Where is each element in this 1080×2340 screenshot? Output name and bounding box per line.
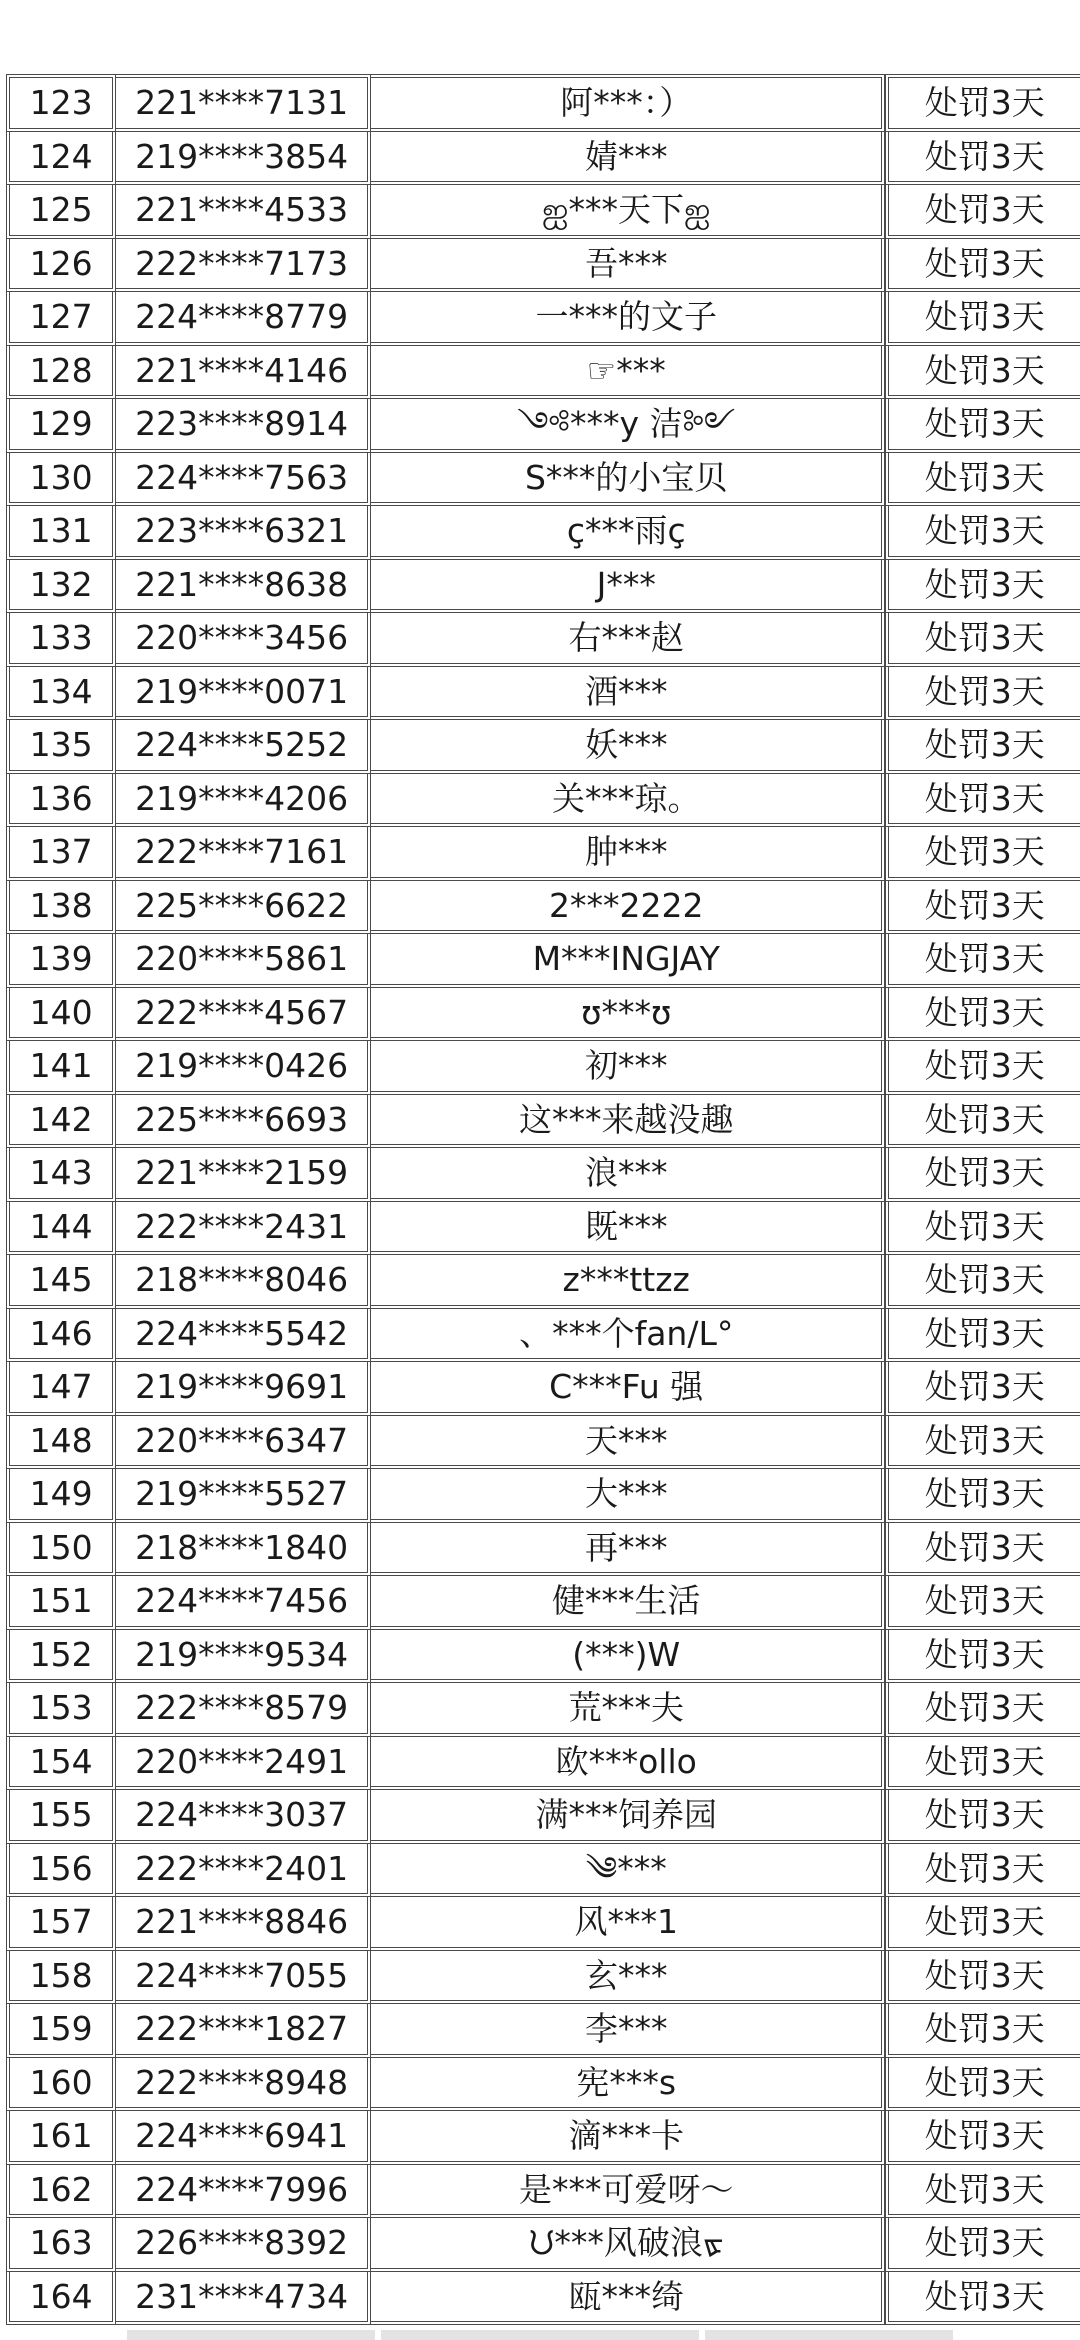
row-index-cell: 123	[6, 74, 116, 132]
table-row	[6, 292, 1080, 346]
user-id-cell: 219****5527	[116, 1469, 371, 1523]
nickname-cell: 婧***	[371, 132, 885, 186]
row-index-cell: 142	[6, 1095, 116, 1149]
penalty-cell: 处罚3天	[885, 74, 1080, 132]
penalty-cell: 处罚3天	[885, 613, 1080, 667]
nickname-cell: 李***	[371, 2004, 885, 2058]
penalty-cell: 处罚3天	[885, 1951, 1080, 2005]
user-id-cell: 224****7456	[116, 1576, 371, 1630]
table-row	[6, 1041, 1080, 1095]
nickname-cell: 吾***	[371, 239, 885, 293]
nickname-cell: 健***生活	[371, 1576, 885, 1630]
user-id-cell: 222****8948	[116, 2058, 371, 2112]
penalty-cell: 处罚3天	[885, 453, 1080, 507]
table-row	[6, 346, 1080, 400]
nickname-cell: ʊ***ʊ	[371, 988, 885, 1042]
nickname-cell: S***的小宝贝	[371, 453, 885, 507]
user-id-cell: 221****8846	[116, 1897, 371, 1951]
row-index-cell: 150	[6, 1523, 116, 1577]
penalty-table-body	[6, 74, 1080, 2325]
table-row	[6, 1095, 1080, 1149]
nickname-cell: (***)W	[371, 1630, 885, 1684]
bottom-scroll-area	[0, 2330, 1080, 2340]
nickname-cell: 初***	[371, 1041, 885, 1095]
row-index-cell: 162	[6, 2165, 116, 2219]
row-index-cell: 152	[6, 1630, 116, 1684]
table-row	[6, 560, 1080, 614]
table-row	[6, 1416, 1080, 1470]
penalty-cell: 处罚3天	[885, 1041, 1080, 1095]
user-id-cell: 224****3037	[116, 1790, 371, 1844]
nickname-cell: 是***可爱呀～	[371, 2165, 885, 2219]
table-row	[6, 1469, 1080, 1523]
nickname-cell: ☞***	[371, 346, 885, 400]
table-row	[6, 1790, 1080, 1844]
penalty-cell: 处罚3天	[885, 2058, 1080, 2112]
penalty-cell: 处罚3天	[885, 1362, 1080, 1416]
user-id-cell: 224****7996	[116, 2165, 371, 2219]
nickname-cell: 右***赵	[371, 613, 885, 667]
nickname-cell: 浪***	[371, 1148, 885, 1202]
nickname-cell: 风***1	[371, 1897, 885, 1951]
penalty-cell: 处罚3天	[885, 1255, 1080, 1309]
table-row	[6, 74, 1080, 132]
user-id-cell: 223****8914	[116, 399, 371, 453]
footer-bar	[705, 2330, 953, 2340]
user-id-cell: 224****5252	[116, 720, 371, 774]
table-row	[6, 1737, 1080, 1791]
user-id-cell: 222****1827	[116, 2004, 371, 2058]
nickname-cell: 荒***夫	[371, 1683, 885, 1737]
row-index-cell: 157	[6, 1897, 116, 1951]
penalty-cell: 处罚3天	[885, 1469, 1080, 1523]
user-id-cell: 219****3854	[116, 132, 371, 186]
table-row	[6, 1897, 1080, 1951]
row-index-cell: 155	[6, 1790, 116, 1844]
table-row	[6, 1362, 1080, 1416]
penalty-cell: 处罚3天	[885, 667, 1080, 721]
table-row	[6, 774, 1080, 828]
table-row	[6, 1683, 1080, 1737]
row-index-cell: 161	[6, 2111, 116, 2165]
penalty-cell: 处罚3天	[885, 2165, 1080, 2219]
nickname-cell: 妖***	[371, 720, 885, 774]
user-id-cell: 219****9691	[116, 1362, 371, 1416]
nickname-cell: 既***	[371, 1202, 885, 1256]
penalty-cell: 处罚3天	[885, 1790, 1080, 1844]
table-row	[6, 506, 1080, 560]
row-index-cell: 134	[6, 667, 116, 721]
row-index-cell: 138	[6, 881, 116, 935]
user-id-cell: 221****8638	[116, 560, 371, 614]
user-id-cell: 220****3456	[116, 613, 371, 667]
user-id-cell: 222****7161	[116, 827, 371, 881]
row-index-cell: 154	[6, 1737, 116, 1791]
table-row	[6, 1523, 1080, 1577]
penalty-cell: 处罚3天	[885, 1148, 1080, 1202]
penalty-cell: 处罚3天	[885, 239, 1080, 293]
table-row	[6, 2218, 1080, 2272]
penalty-cell: 处罚3天	[885, 1523, 1080, 1577]
user-id-cell: 218****1840	[116, 1523, 371, 1577]
nickname-cell: 天***	[371, 1416, 885, 1470]
row-index-cell: 164	[6, 2272, 116, 2326]
row-index-cell: 125	[6, 185, 116, 239]
nickname-cell: 满***饲养园	[371, 1790, 885, 1844]
user-id-cell: 224****5542	[116, 1309, 371, 1363]
penalty-cell: 处罚3天	[885, 1683, 1080, 1737]
user-id-cell: 221****4533	[116, 185, 371, 239]
user-id-cell: 221****4146	[116, 346, 371, 400]
table-row	[6, 1844, 1080, 1898]
row-index-cell: 135	[6, 720, 116, 774]
row-index-cell: 143	[6, 1148, 116, 1202]
table-row	[6, 881, 1080, 935]
user-id-cell: 219****9534	[116, 1630, 371, 1684]
row-index-cell: 129	[6, 399, 116, 453]
table-row	[6, 399, 1080, 453]
row-index-cell: 131	[6, 506, 116, 560]
user-id-cell: 224****6941	[116, 2111, 371, 2165]
nickname-cell: 再***	[371, 1523, 885, 1577]
penalty-cell: 处罚3天	[885, 346, 1080, 400]
nickname-cell: 玄***	[371, 1951, 885, 2005]
user-id-cell: 220****2491	[116, 1737, 371, 1791]
table-row	[6, 453, 1080, 507]
row-index-cell: 146	[6, 1309, 116, 1363]
penalty-cell: 处罚3天	[885, 292, 1080, 346]
table-row	[6, 1309, 1080, 1363]
row-index-cell: 159	[6, 2004, 116, 2058]
penalty-cell: 处罚3天	[885, 720, 1080, 774]
table-row	[6, 827, 1080, 881]
table-row	[6, 2004, 1080, 2058]
table-row	[6, 132, 1080, 186]
penalty-cell: 处罚3天	[885, 2272, 1080, 2326]
user-id-cell: 218****8046	[116, 1255, 371, 1309]
nickname-cell: ༺***y 洁༻	[371, 399, 885, 453]
table-row	[6, 239, 1080, 293]
penalty-cell: 处罚3天	[885, 132, 1080, 186]
nickname-cell: ஐ***天下ஐ	[371, 185, 885, 239]
user-id-cell: 222****2401	[116, 1844, 371, 1898]
table-row	[6, 1202, 1080, 1256]
table-row	[6, 2111, 1080, 2165]
row-index-cell: 139	[6, 934, 116, 988]
nickname-cell: 肿***	[371, 827, 885, 881]
penalty-cell: 处罚3天	[885, 1309, 1080, 1363]
row-index-cell: 151	[6, 1576, 116, 1630]
nickname-cell: ç***雨ç	[371, 506, 885, 560]
penalty-cell: 处罚3天	[885, 2004, 1080, 2058]
table-row	[6, 185, 1080, 239]
penalty-cell: 处罚3天	[885, 1737, 1080, 1791]
user-id-cell: 231****4734	[116, 2272, 371, 2326]
user-id-cell: 220****5861	[116, 934, 371, 988]
user-id-cell: 222****4567	[116, 988, 371, 1042]
user-id-cell: 219****4206	[116, 774, 371, 828]
row-index-cell: 133	[6, 613, 116, 667]
nickname-cell: 关***琼。	[371, 774, 885, 828]
row-index-cell: 141	[6, 1041, 116, 1095]
penalty-cell: 处罚3天	[885, 988, 1080, 1042]
row-index-cell: 130	[6, 453, 116, 507]
penalty-cell: 处罚3天	[885, 2111, 1080, 2165]
table-row	[6, 1951, 1080, 2005]
row-index-cell: 132	[6, 560, 116, 614]
penalty-cell: 处罚3天	[885, 1844, 1080, 1898]
user-id-cell: 220****6347	[116, 1416, 371, 1470]
nickname-cell: 、***个fan/L°	[371, 1309, 885, 1363]
nickname-cell: 一***的文子	[371, 292, 885, 346]
user-id-cell: 224****7563	[116, 453, 371, 507]
penalty-cell: 处罚3天	[885, 399, 1080, 453]
penalty-table	[6, 74, 1080, 2325]
table-row	[6, 1148, 1080, 1202]
nickname-cell: z***ttzz	[371, 1255, 885, 1309]
user-id-cell: 219****0071	[116, 667, 371, 721]
row-index-cell: 149	[6, 1469, 116, 1523]
row-index-cell: 160	[6, 2058, 116, 2112]
user-id-cell: 222****7173	[116, 239, 371, 293]
row-index-cell: 137	[6, 827, 116, 881]
row-index-cell: 156	[6, 1844, 116, 1898]
row-index-cell: 128	[6, 346, 116, 400]
user-id-cell: 219****0426	[116, 1041, 371, 1095]
nickname-cell: 宪***s	[371, 2058, 885, 2112]
penalty-cell: 处罚3天	[885, 1576, 1080, 1630]
user-id-cell: 222****2431	[116, 1202, 371, 1256]
penalty-table-container	[6, 74, 1080, 2325]
penalty-cell: 处罚3天	[885, 1416, 1080, 1470]
table-row	[6, 934, 1080, 988]
user-id-cell: 225****6693	[116, 1095, 371, 1149]
row-index-cell: 124	[6, 132, 116, 186]
penalty-cell: 处罚3天	[885, 506, 1080, 560]
nickname-cell: 大***	[371, 1469, 885, 1523]
penalty-cell: 处罚3天	[885, 774, 1080, 828]
nickname-cell: ᙀ***风破浪ᢘ	[371, 2218, 885, 2272]
penalty-cell: 处罚3天	[885, 2218, 1080, 2272]
table-row	[6, 1576, 1080, 1630]
user-id-cell: 223****6321	[116, 506, 371, 560]
nickname-cell: M***INGJAY	[371, 934, 885, 988]
row-index-cell: 145	[6, 1255, 116, 1309]
penalty-cell: 处罚3天	[885, 881, 1080, 935]
nickname-cell: 瓯***绮	[371, 2272, 885, 2326]
row-index-cell: 147	[6, 1362, 116, 1416]
table-row	[6, 667, 1080, 721]
penalty-cell: 处罚3天	[885, 827, 1080, 881]
table-row	[6, 1255, 1080, 1309]
user-id-cell: 225****6622	[116, 881, 371, 935]
row-index-cell: 144	[6, 1202, 116, 1256]
user-id-cell: 226****8392	[116, 2218, 371, 2272]
user-id-cell: 222****8579	[116, 1683, 371, 1737]
nickname-cell: C***Fu 强	[371, 1362, 885, 1416]
table-row	[6, 2165, 1080, 2219]
user-id-cell: 221****2159	[116, 1148, 371, 1202]
user-id-cell: 224****8779	[116, 292, 371, 346]
penalty-cell: 处罚3天	[885, 1897, 1080, 1951]
table-row	[6, 988, 1080, 1042]
footer-bar	[127, 2330, 375, 2340]
footer-bar	[381, 2330, 699, 2340]
user-id-cell: 224****7055	[116, 1951, 371, 2005]
nickname-cell: 2***2222	[371, 881, 885, 935]
row-index-cell: 158	[6, 1951, 116, 2005]
row-index-cell: 140	[6, 988, 116, 1042]
nickname-cell: 阿***：）	[371, 74, 885, 132]
table-row	[6, 2058, 1080, 2112]
penalty-cell: 处罚3天	[885, 1095, 1080, 1149]
nickname-cell: 这***来越没趣	[371, 1095, 885, 1149]
table-row	[6, 1630, 1080, 1684]
penalty-cell: 处罚3天	[885, 185, 1080, 239]
user-id-cell: 221****7131	[116, 74, 371, 132]
table-row	[6, 613, 1080, 667]
penalty-cell: 处罚3天	[885, 934, 1080, 988]
row-index-cell: 153	[6, 1683, 116, 1737]
nickname-cell: ༄***	[371, 1844, 885, 1898]
nickname-cell: 酒***	[371, 667, 885, 721]
table-row	[6, 720, 1080, 774]
nickname-cell: 欧***ollo	[371, 1737, 885, 1791]
table-row	[6, 2272, 1080, 2326]
nickname-cell: J***	[371, 560, 885, 614]
row-index-cell: 126	[6, 239, 116, 293]
row-index-cell: 127	[6, 292, 116, 346]
penalty-cell: 处罚3天	[885, 1202, 1080, 1256]
row-index-cell: 136	[6, 774, 116, 828]
nickname-cell: 滴***卡	[371, 2111, 885, 2165]
penalty-cell: 处罚3天	[885, 560, 1080, 614]
penalty-cell: 处罚3天	[885, 1630, 1080, 1684]
row-index-cell: 163	[6, 2218, 116, 2272]
row-index-cell: 148	[6, 1416, 116, 1470]
